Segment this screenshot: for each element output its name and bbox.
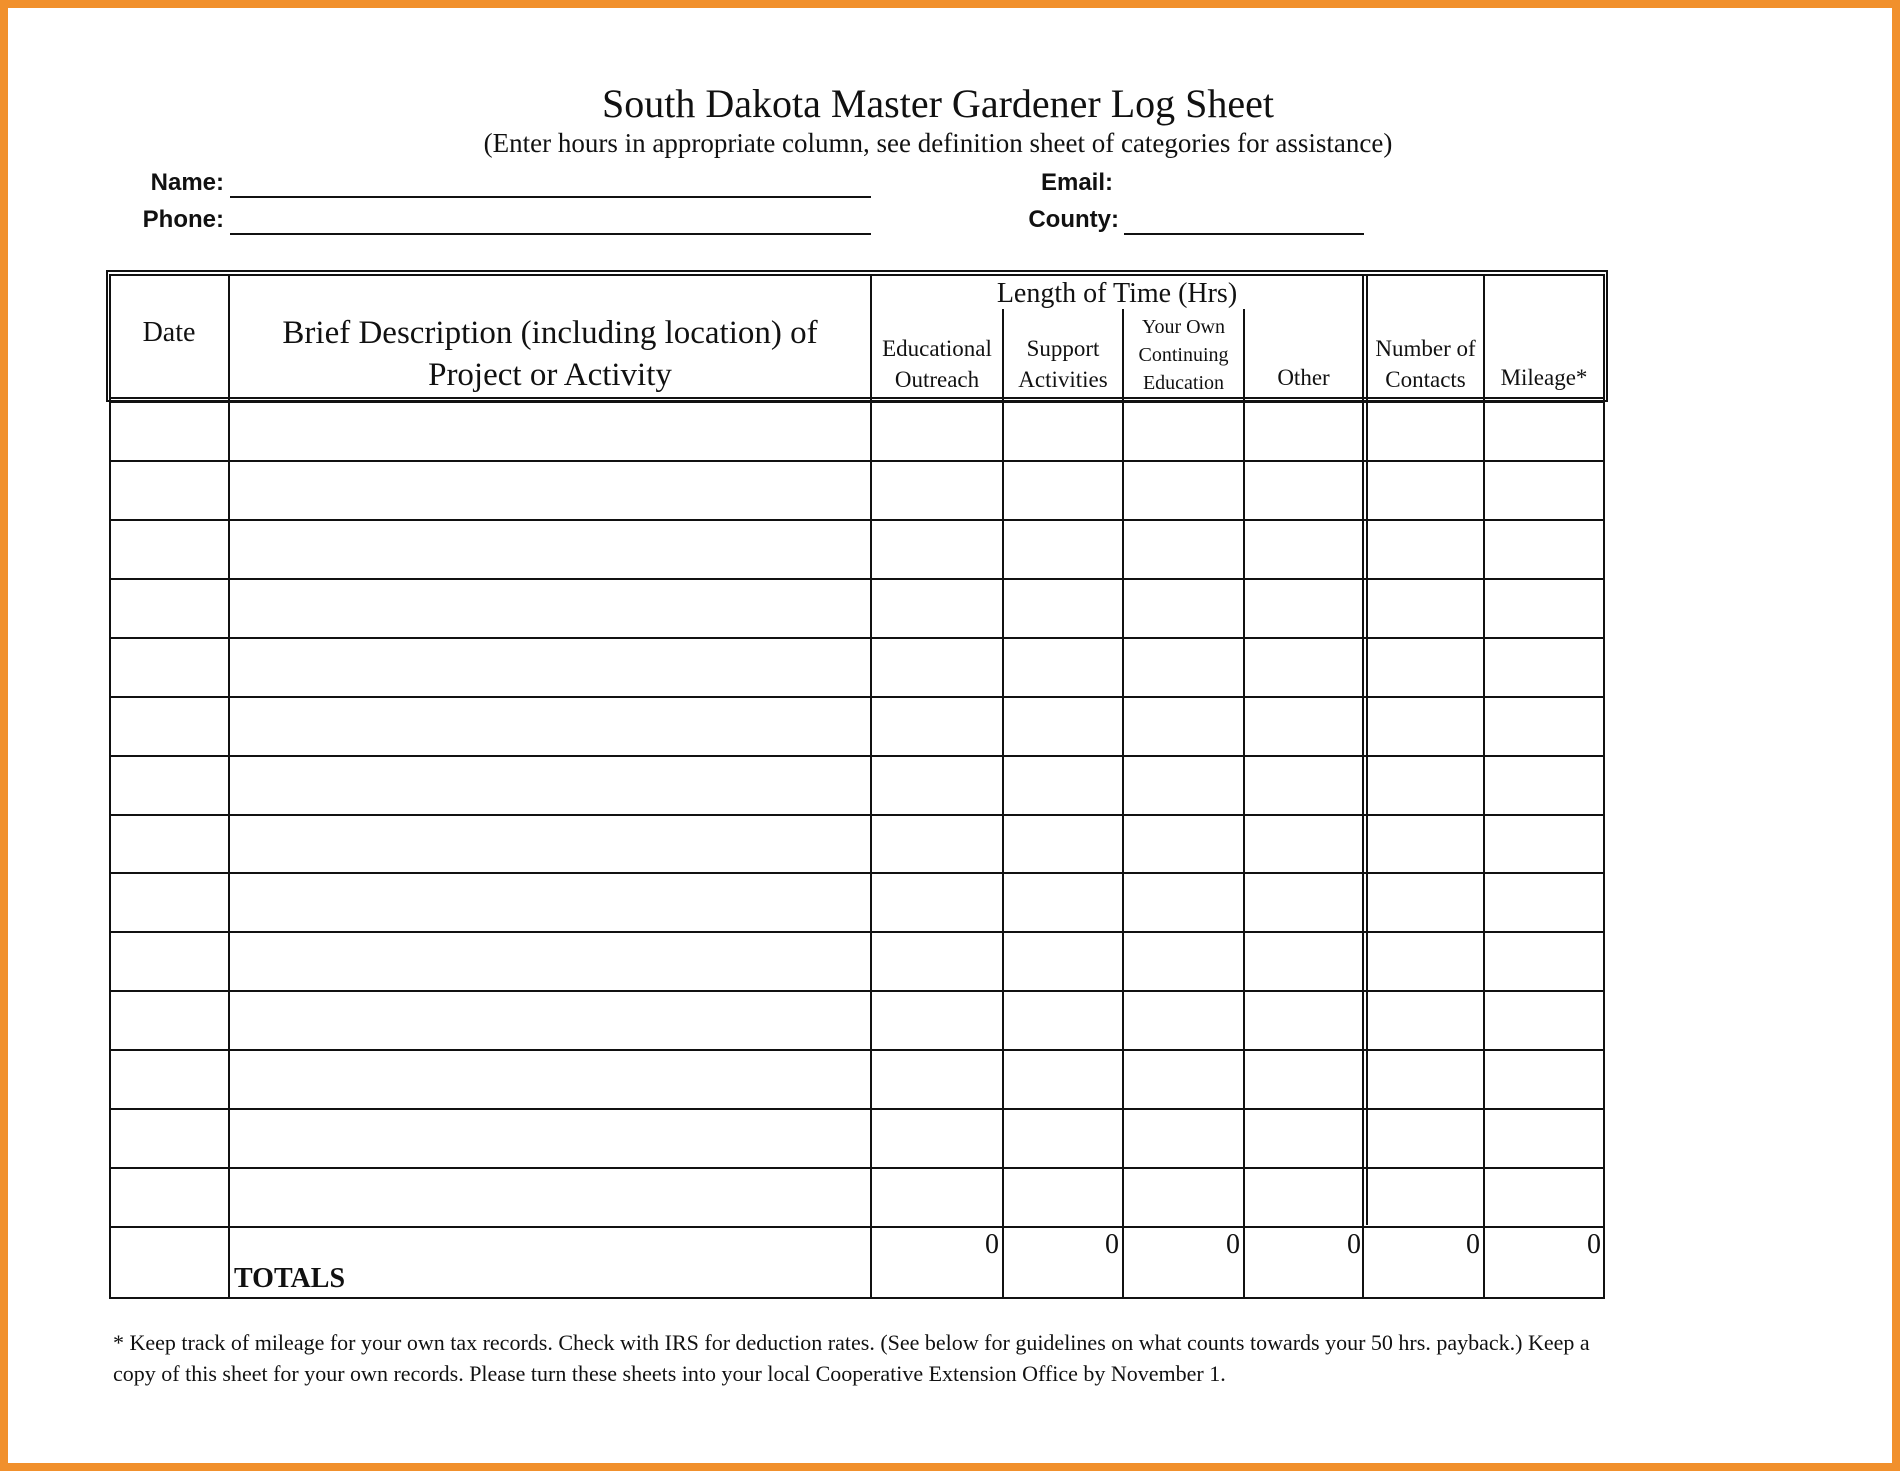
col-divider-contacts <box>1483 274 1485 1299</box>
col-divider-date <box>228 274 230 1299</box>
educational-header-line1: Educational <box>882 336 992 361</box>
col-divider-description <box>870 274 872 1299</box>
support-activities-header <box>1004 333 1122 395</box>
table-row[interactable] <box>111 816 1603 873</box>
col-divider-support <box>1122 309 1124 1299</box>
table-row[interactable] <box>111 1110 1603 1167</box>
other-header: Other <box>1277 365 1330 390</box>
support-header-line2: Activities <box>1018 367 1108 392</box>
col-divider-continuing <box>1243 309 1245 1299</box>
mileage-header: Mileage* <box>1500 365 1588 390</box>
educational-outreach-header <box>872 333 1002 395</box>
table-row[interactable] <box>111 992 1603 1049</box>
table-row[interactable] <box>111 933 1603 990</box>
table-row[interactable] <box>111 521 1603 578</box>
table-row[interactable] <box>111 580 1603 637</box>
contacts-header-line2: Contacts <box>1385 367 1466 392</box>
footnote: * Keep track of mileage for your own tax records. Check with IRS for deduction rates. (See below for guidelines on what counts towards your 50 hrs. payback.) Keep a copy of this sheet for your own records. Please turn these sheets into your local Cooperative Extension Office by November 1. <box>113 1330 1590 1386</box>
table-row[interactable] <box>111 757 1603 814</box>
col-divider-other <box>1362 274 1364 1299</box>
description-header-line2: Project or Activity <box>428 357 672 393</box>
table-row[interactable] <box>111 1051 1603 1108</box>
name-label: Name: <box>150 169 224 196</box>
continuing-header-line2: Continuing <box>1138 344 1229 366</box>
table-row[interactable] <box>111 462 1603 519</box>
phone-field[interactable] <box>230 205 871 235</box>
total-support-activities: 0 <box>1105 1229 1119 1260</box>
col-divider-educational <box>1002 309 1004 1299</box>
continuing-education-header <box>1124 313 1243 397</box>
continuing-header-line3: Education <box>1142 372 1225 394</box>
total-other: 0 <box>1347 1229 1361 1260</box>
header-separator <box>109 397 1605 399</box>
description-header-line1: Brief Description (including location) of <box>282 315 818 351</box>
contacts-header-line1: Number of <box>1375 336 1476 361</box>
table-row[interactable] <box>111 403 1603 460</box>
name-field[interactable] <box>230 168 871 198</box>
table-row-line <box>109 1226 1605 1228</box>
time-group-header: Length of Time (Hrs) <box>996 278 1238 309</box>
total-contacts: 0 <box>1466 1229 1480 1260</box>
total-educational-outreach: 0 <box>985 1229 999 1260</box>
col-divider-other-double <box>1366 274 1368 1225</box>
support-header-line1: Support <box>1026 336 1100 361</box>
totals-label: TOTALS <box>234 1263 346 1294</box>
table-row[interactable] <box>111 874 1603 931</box>
email-label: Email: <box>1040 169 1113 196</box>
page-subtitle: (Enter hours in appropriate column, see definition sheet of categories for assistance) <box>483 128 1393 158</box>
educational-header-line2: Outreach <box>894 367 980 392</box>
county-label: County: <box>1028 206 1119 233</box>
number-of-contacts-header <box>1368 333 1483 395</box>
phone-label: Phone: <box>142 206 224 233</box>
continuing-header-line1: Your Own <box>1142 316 1225 338</box>
page-title: South Dakota Master Gardener Log Sheet <box>601 81 1275 126</box>
total-mileage: 0 <box>1587 1229 1601 1260</box>
total-continuing-education: 0 <box>1226 1229 1240 1260</box>
table-row[interactable] <box>111 1169 1603 1226</box>
date-header: Date <box>142 317 196 348</box>
table-row[interactable] <box>111 698 1603 755</box>
email-field[interactable] <box>1124 168 1364 196</box>
table-row[interactable] <box>111 639 1603 696</box>
county-field[interactable] <box>1124 205 1364 235</box>
description-header <box>230 312 870 396</box>
